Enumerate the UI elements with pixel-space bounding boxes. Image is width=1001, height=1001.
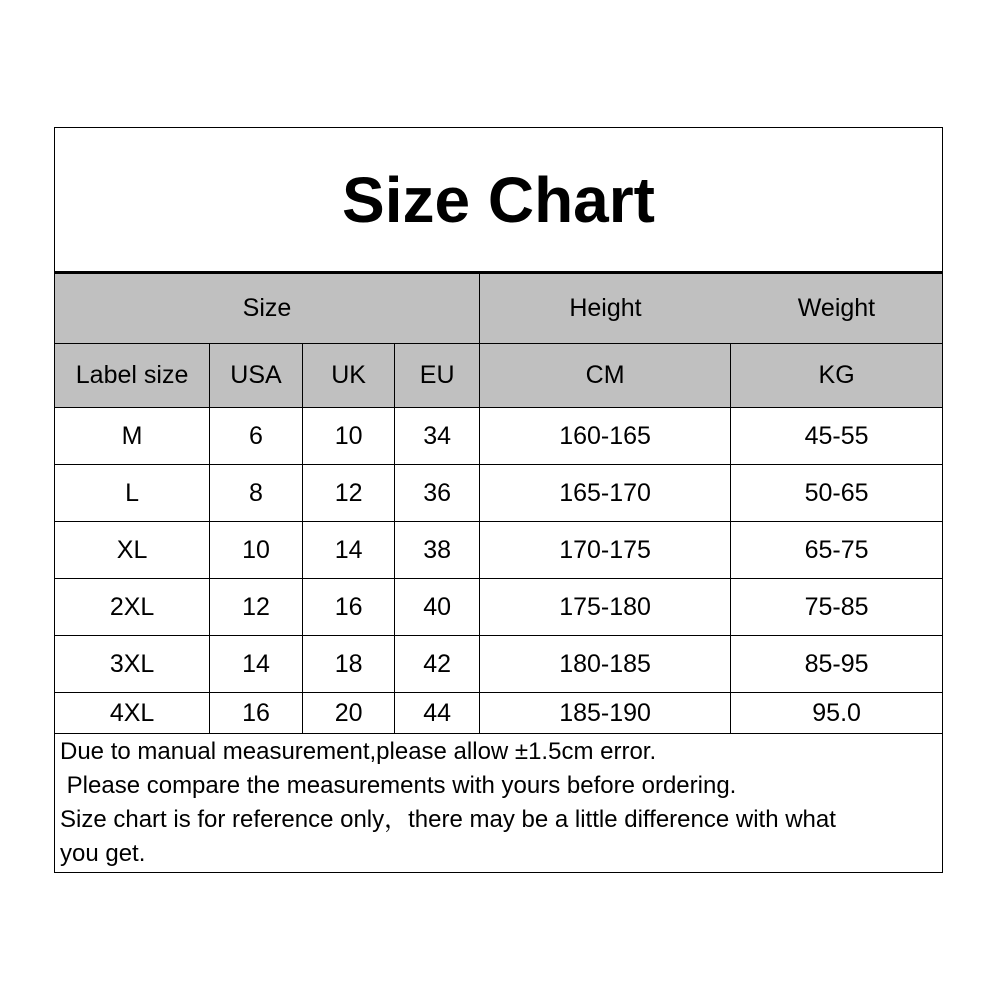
table-cell: 170-175 — [479, 522, 730, 579]
table-cell: M — [55, 408, 210, 465]
table-cell: 10 — [302, 408, 395, 465]
table-cell: 8 — [210, 465, 303, 522]
header-group-row — [55, 274, 942, 344]
table-cell: 10 — [210, 522, 303, 579]
table-cell: 18 — [302, 636, 395, 693]
table-cell: L — [55, 465, 210, 522]
table-cell: 95.0 — [731, 693, 942, 734]
size-table — [55, 273, 942, 734]
table-cell: 50-65 — [731, 465, 942, 522]
column-header: CM — [479, 344, 730, 408]
column-header: KG — [731, 344, 942, 408]
table-cell: 4XL — [55, 693, 210, 734]
header-sub-row — [55, 344, 942, 408]
size-note — [60, 735, 942, 871]
size-chart-frame — [54, 127, 943, 873]
weight-group-header: Weight — [797, 294, 876, 322]
table-cell: 3XL — [55, 636, 210, 693]
table-cell: 45-55 — [731, 408, 942, 465]
table-cell: 14 — [210, 636, 303, 693]
note-line: Size chart is for reference only，there may be a little difference with what — [60, 806, 836, 833]
table-cell: 34 — [395, 408, 480, 465]
table-cell: 14 — [302, 522, 395, 579]
table-cell: 36 — [395, 465, 480, 522]
note-line: Please compare the measurements with yours before ordering. — [60, 772, 737, 799]
table-cell: XL — [55, 522, 210, 579]
table-row — [55, 579, 942, 636]
table-cell: 75-85 — [731, 579, 942, 636]
table-cell: 85-95 — [731, 636, 942, 693]
table-cell: 185-190 — [479, 693, 730, 734]
table-row — [55, 693, 942, 734]
note-line: Due to manual measurement,please allow ±1.5cm error. — [60, 738, 657, 765]
table-cell: 20 — [302, 693, 395, 734]
table-cell: 38 — [395, 522, 480, 579]
table-cell: 16 — [210, 693, 303, 734]
column-header: EU — [395, 344, 480, 408]
column-header: USA — [210, 344, 303, 408]
table-cell: 6 — [210, 408, 303, 465]
column-header: UK — [302, 344, 395, 408]
table-cell: 180-185 — [479, 636, 730, 693]
table-row — [55, 522, 942, 579]
table-row — [55, 636, 942, 693]
table-row — [55, 408, 942, 465]
height-group-header: Height — [569, 294, 642, 322]
table-cell: 65-75 — [731, 522, 942, 579]
table-cell: 16 — [302, 579, 395, 636]
table-row — [55, 465, 942, 522]
column-header: Label size — [55, 344, 210, 408]
table-cell: 42 — [395, 636, 480, 693]
table-cell: 12 — [302, 465, 395, 522]
table-cell: 175-180 — [479, 579, 730, 636]
height-weight-group-header — [479, 274, 942, 344]
note-line: you get. — [60, 840, 146, 867]
table-cell: 44 — [395, 693, 480, 734]
table-cell: 12 — [210, 579, 303, 636]
table-cell: 160-165 — [479, 408, 730, 465]
table-cell: 165-170 — [479, 465, 730, 522]
size-group-header: Size — [55, 274, 479, 344]
page-title: Size Chart — [55, 128, 942, 273]
table-cell: 40 — [395, 579, 480, 636]
table-cell: 2XL — [55, 579, 210, 636]
